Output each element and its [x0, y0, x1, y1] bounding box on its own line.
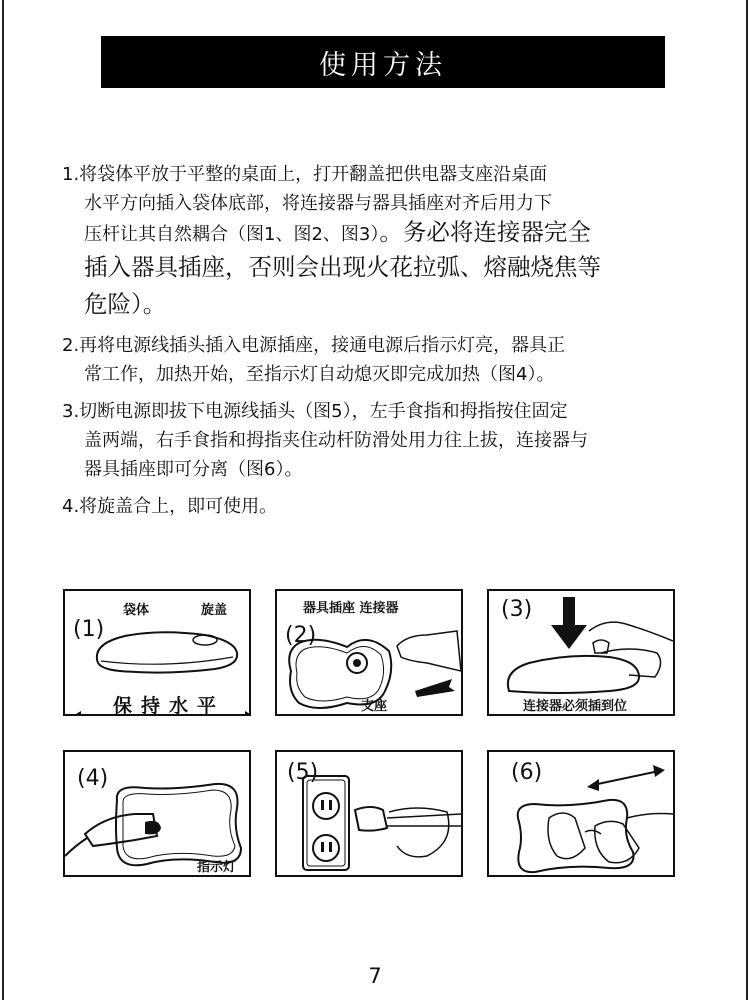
- instruction-step-3: [62, 397, 722, 484]
- step-1-warning-line-2: 插入器具插座，否则会出现火花拉弧、熔融烧焦等: [84, 253, 601, 281]
- page-title: 使用方法: [101, 36, 665, 88]
- step-4-line-1: 4.将旋盖合上，即可使用。: [62, 496, 278, 517]
- step-1-line-3: [62, 218, 722, 249]
- figure-1-caption: 保持水平: [113, 695, 226, 717]
- page-border-left: [2, 0, 4, 1000]
- step-1-line-2: 水平方向插入袋体底部，将连接器与器具插座对齐后用力下: [84, 193, 552, 214]
- figure-1-label-cap: 旋盖: [201, 603, 228, 618]
- figure-6-panel: [487, 750, 675, 877]
- figure-3-panel: [487, 589, 675, 716]
- instruction-list: [62, 160, 722, 529]
- step-3-line-2: 盖两端，右手食指和拇指夹住动杆防滑处用力往上拔，连接器与: [84, 430, 588, 451]
- step-1-warning-start: 。务必将连接器完全: [379, 218, 591, 246]
- figure-1-number: (1): [73, 617, 105, 642]
- figure-4-number: (4): [77, 766, 109, 791]
- step-3-line-3: 器具插座即可分离（图6）。: [84, 459, 303, 480]
- step-1-line-1: 1.将袋体平放于平整的桌面上，打开翻盖把供电器支座沿桌面: [62, 164, 548, 185]
- figure-1-label-bag: 袋体: [123, 603, 150, 618]
- page-border-right: [746, 0, 748, 1000]
- instruction-step-2: [62, 331, 722, 389]
- figure-2-number: (2): [285, 623, 317, 648]
- figure-5-panel: [275, 750, 463, 877]
- figure-5-number: (5): [287, 760, 319, 785]
- figure-2-caption: 支座: [361, 699, 388, 714]
- step-3-line-1: 3.切断电源即拔下电源线插头（图5），左手食指和拇指按住固定: [62, 401, 568, 422]
- figure-1-panel: [63, 589, 251, 716]
- instruction-step-4: [62, 492, 722, 521]
- step-1-line-3a: 压杆让其自然耦合（图1、图2、图3）: [84, 224, 380, 245]
- figure-3-number: (3): [501, 597, 533, 622]
- figure-4-caption: 指示灯: [197, 860, 237, 875]
- step-2-line-1: 2.再将电源线插头插入电源插座，接通电源后指示灯亮，器具正: [62, 335, 566, 356]
- step-2-line-2: 常工作，加热开始，至指示灯自动熄灭即完成加热（图4）。: [84, 364, 555, 385]
- page-number: 7: [368, 964, 382, 988]
- figure-6-number: (6): [511, 760, 543, 785]
- figure-3-caption: 连接器必须插到位: [523, 699, 628, 714]
- instruction-step-1: [62, 160, 722, 323]
- step-1-warning-line-3: 危险）。: [84, 290, 167, 318]
- figure-2-label: 器具插座 连接器: [303, 601, 399, 616]
- figure-2-panel: [275, 589, 463, 716]
- figure-4-panel: [63, 750, 251, 877]
